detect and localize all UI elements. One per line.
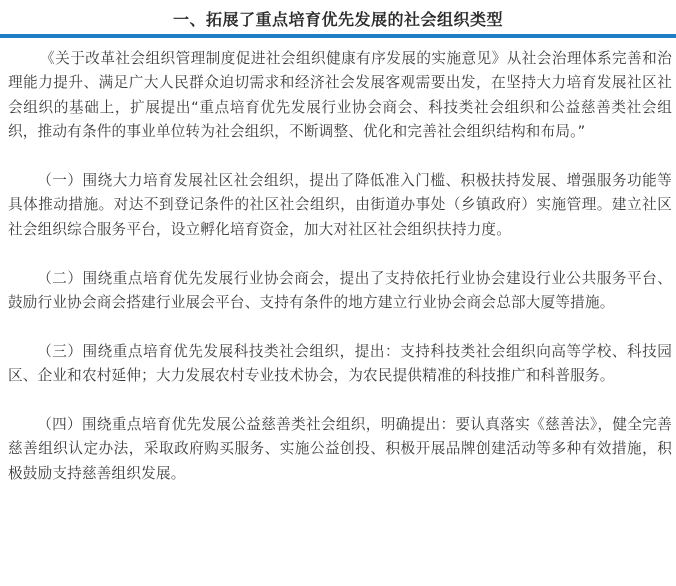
title-underline xyxy=(0,34,676,38)
paragraph-tech-organizations: （三）围绕重点培育优先发展科技类社会组织，提出：支持科技类社会组织向高等学校、科技园区、企业和农村延伸；大力发展农村专业技术协会，为农民提供精准的科技推广和科普服务。 xyxy=(8,342,672,385)
section-title: 一、拓展了重点培育优先发展的社会组织类型 xyxy=(172,10,503,29)
paragraph-charity-organizations: （四）围绕重点培育优先发展公益慈善类社会组织，明确提出：要认真落实《慈善法》，健全完善慈善组织认定办法，采取政府购买服务、实施公益创投、积极开展品牌创建活动等多种有效措施，积极鼓励支持慈善组织发展。 xyxy=(8,416,672,482)
paragraph-intro: 《关于改革社会组织管理制度促进社会组织健康有序发展的实施意见》从社会治理体系完善和治理能力提升、满足广大人民群众迫切需求和经济社会发展客观需要出发，在坚持大力培育发展社区社会组织的基础上，扩展提出“重点培育优先发展行业协会商会、科技类社会组织和公益慈善类社会组织，推动有条件的事业单位转为社会组织，不断调整、优化和完善社会组织结构和布局。” xyxy=(8,50,672,141)
section-header xyxy=(0,0,676,42)
paragraph-industry-associations: （二）围绕重点培育优先发展行业协会商会，提出了支持依托行业协会建设行业公共服务平台、鼓励行业协会商会搭建行业展会平台、支持有条件的地方建立行业协会商会总部大厦等措施。 xyxy=(8,269,672,312)
paragraph-community-organizations: （一）围绕大力培育发展社区社会组织，提出了降低准入门槛、积极扶持发展、增强服务功能等具体推动措施。对达不到登记条件的社区社会组织，由街道办事处（乡镇政府）实施管理。建立社区社会组织综合服务平台，设立孵化培育资金，加大对社区社会组织扶持力度。 xyxy=(8,172,672,238)
article-body xyxy=(8,47,672,486)
